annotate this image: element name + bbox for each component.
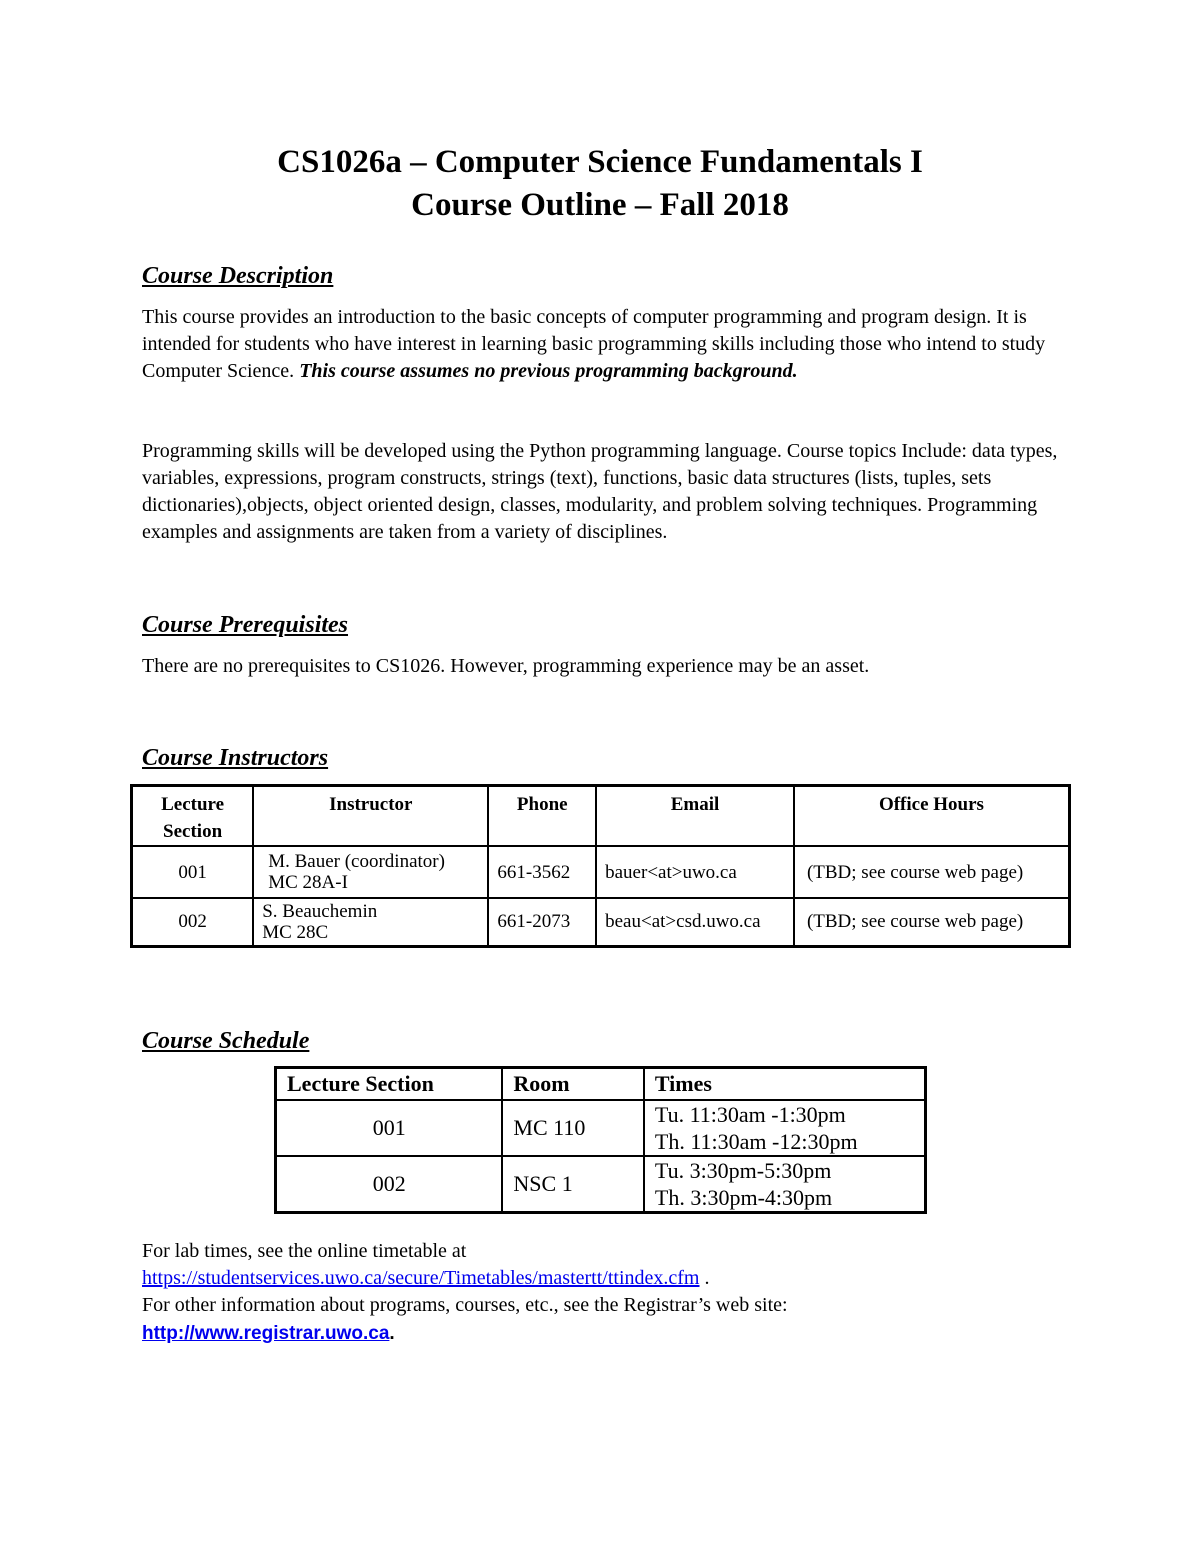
description-text: This course provides an introduction to the basic concepts of computer programming and program design. It is intended for students who have interest in learning basic programming skills including those who intend to study Computer Science. — [142, 306, 1046, 382]
cell-instructor — [253, 846, 488, 898]
prerequisites-text: There are no prerequisites to CS1026. However, programming experience may be an asset. — [142, 655, 870, 677]
time-line: Th. 11:30am -12:30pm — [654, 1128, 858, 1154]
header-room: Room — [502, 1068, 643, 1100]
prerequisites-heading: Course Prerequisites — [142, 612, 349, 638]
cell-email: beau<at>csd.uwo.ca — [596, 898, 794, 946]
cell-phone: 661-2073 — [488, 898, 596, 946]
cell-section: 001 — [132, 846, 254, 898]
description-paragraph — [142, 304, 1072, 385]
header-office-hours: Office Hours — [794, 786, 1070, 847]
cell-section: 001 — [276, 1100, 503, 1156]
table-row — [276, 1100, 926, 1156]
cell-section: 002 — [132, 898, 254, 946]
registrar-text: For other information about programs, courses, etc., see the Registrar’s web site: — [142, 1294, 788, 1316]
table-row — [132, 898, 1070, 946]
cell-section: 002 — [276, 1156, 503, 1213]
schedule-heading: Course Schedule — [142, 1028, 310, 1054]
table-header-row — [276, 1068, 926, 1100]
document-subtitle: Course Outline – Fall 2018 — [411, 187, 789, 223]
table-row — [276, 1156, 926, 1213]
instructors-table — [130, 784, 1071, 948]
topics-paragraph: Programming skills will be developed using the Python programming language. Course topics Include: data types, variables, expressions, program constructs, strings (text), functions, basic data structures (lists, tuples, sets dictionaries),objects, object oriented design, classes, modularity, and problem solving techniques. Programming examples and assignments are taken from a variety of disciplines. — [142, 440, 1058, 543]
time-line: Tu. 11:30am -1:30pm — [654, 1101, 846, 1127]
instructor-office: MC 28C — [262, 921, 329, 943]
registrar-link-line — [142, 1320, 395, 1347]
registrar-link[interactable]: http://www.registrar.uwo.ca — [142, 1323, 390, 1344]
header-section-line1: Lecture — [161, 794, 225, 815]
table-header-row — [132, 786, 1070, 847]
timetable-link[interactable]: https://studentservices.uwo.ca/secure/Timetables/mastertt/ttindex.cfm — [142, 1267, 700, 1289]
instructor-name: S. Beauchemin — [262, 900, 378, 922]
registrar-link-after: . — [389, 1323, 395, 1344]
instructor-name: M. Bauer (coordinator) — [268, 851, 445, 872]
cell-room: MC 110 — [502, 1100, 643, 1156]
lab-times-text: For lab times, see the online timetable at — [142, 1240, 467, 1262]
instructors-heading: Course Instructors — [142, 745, 329, 771]
cell-phone: 661-3562 — [488, 846, 596, 898]
header-section — [132, 786, 254, 847]
cell-instructor — [253, 898, 488, 946]
lab-link-line — [142, 1265, 709, 1292]
lab-link-after: . — [699, 1267, 710, 1289]
cell-room: NSC 1 — [502, 1156, 643, 1213]
cell-email: bauer<at>uwo.ca — [596, 846, 794, 898]
time-line: Tu. 3:30pm-5:30pm — [654, 1157, 832, 1183]
cell-times — [644, 1156, 926, 1213]
header-section-line2: Section — [163, 821, 223, 842]
header-times: Times — [644, 1068, 926, 1100]
description-emphasis: This course assumes no previous programming background. — [299, 360, 798, 382]
header-instructor: Instructor — [253, 786, 488, 847]
header-phone: Phone — [488, 786, 596, 847]
cell-times — [644, 1100, 926, 1156]
table-row — [132, 846, 1070, 898]
header-lecture-section: Lecture Section — [276, 1068, 503, 1100]
schedule-table — [274, 1066, 927, 1214]
cell-office-hours: (TBD; see course web page) — [794, 846, 1070, 898]
instructor-office: MC 28A-I — [268, 872, 348, 893]
description-heading: Course Description — [142, 263, 334, 289]
document-title: CS1026a – Computer Science Fundamentals I — [277, 144, 923, 180]
cell-office-hours: (TBD; see course web page) — [794, 898, 1070, 946]
header-email: Email — [596, 786, 794, 847]
time-line: Th. 3:30pm-4:30pm — [654, 1184, 833, 1210]
